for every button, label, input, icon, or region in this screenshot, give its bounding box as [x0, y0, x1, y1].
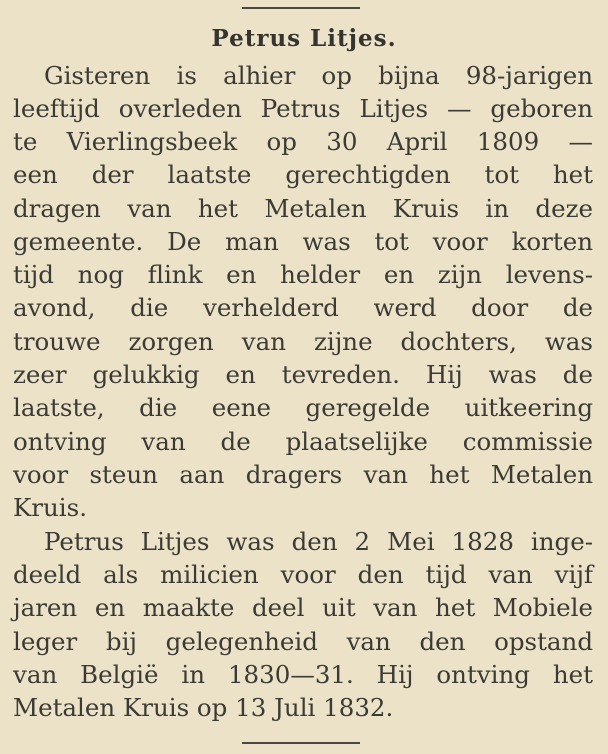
article-line: laatste, die eene geregelde uitkeering	[13, 393, 593, 422]
article-line: leeftijd overleden Petrus Litjes — geboren	[13, 94, 593, 123]
top-divider	[242, 7, 360, 9]
article-line: van België in 1830—31. Hij ontving het	[13, 660, 593, 689]
article-line: trouwe zorgen van zijne dochters, was	[13, 327, 593, 356]
article-line: ontving van de plaatselijke commissie	[13, 427, 593, 456]
article-line: te Vierlingsbeek op 30 April 1809 —	[13, 127, 593, 156]
article-line: Metalen Kruis op 13 Juli 1832.	[13, 693, 394, 722]
article-line: zeer gelukkig en tevreden. Hij was de	[13, 360, 593, 389]
article-line: jaren en maakte deel uit van het Mobiele	[13, 593, 593, 622]
article-title: Petrus Litjes.	[211, 25, 397, 52]
article-line: tijd nog flink en helder en zijn levens-	[13, 260, 593, 289]
article-line: avond, die verhelderd werd door de	[13, 293, 593, 322]
article-line: voor steun aan dragers van het Metalen	[13, 460, 593, 489]
article-line: deeld als milicien voor den tijd van vijf	[13, 560, 593, 589]
article-line: Petrus Litjes was den 2 Mei 1828 inge-	[44, 527, 593, 556]
article-line: dragen van het Metalen Kruis in deze	[13, 194, 593, 223]
article-line: Kruis.	[13, 493, 87, 522]
article-line: een der laatste gerechtigden tot het	[13, 160, 593, 189]
article-line: leger bij gelegenheid van den opstand	[13, 627, 593, 656]
article-line: Gisteren is alhier op bijna 98-jarigen	[44, 61, 593, 90]
bottom-divider	[242, 742, 360, 744]
article-line: gemeente. De man was tot voor korten	[13, 227, 593, 256]
